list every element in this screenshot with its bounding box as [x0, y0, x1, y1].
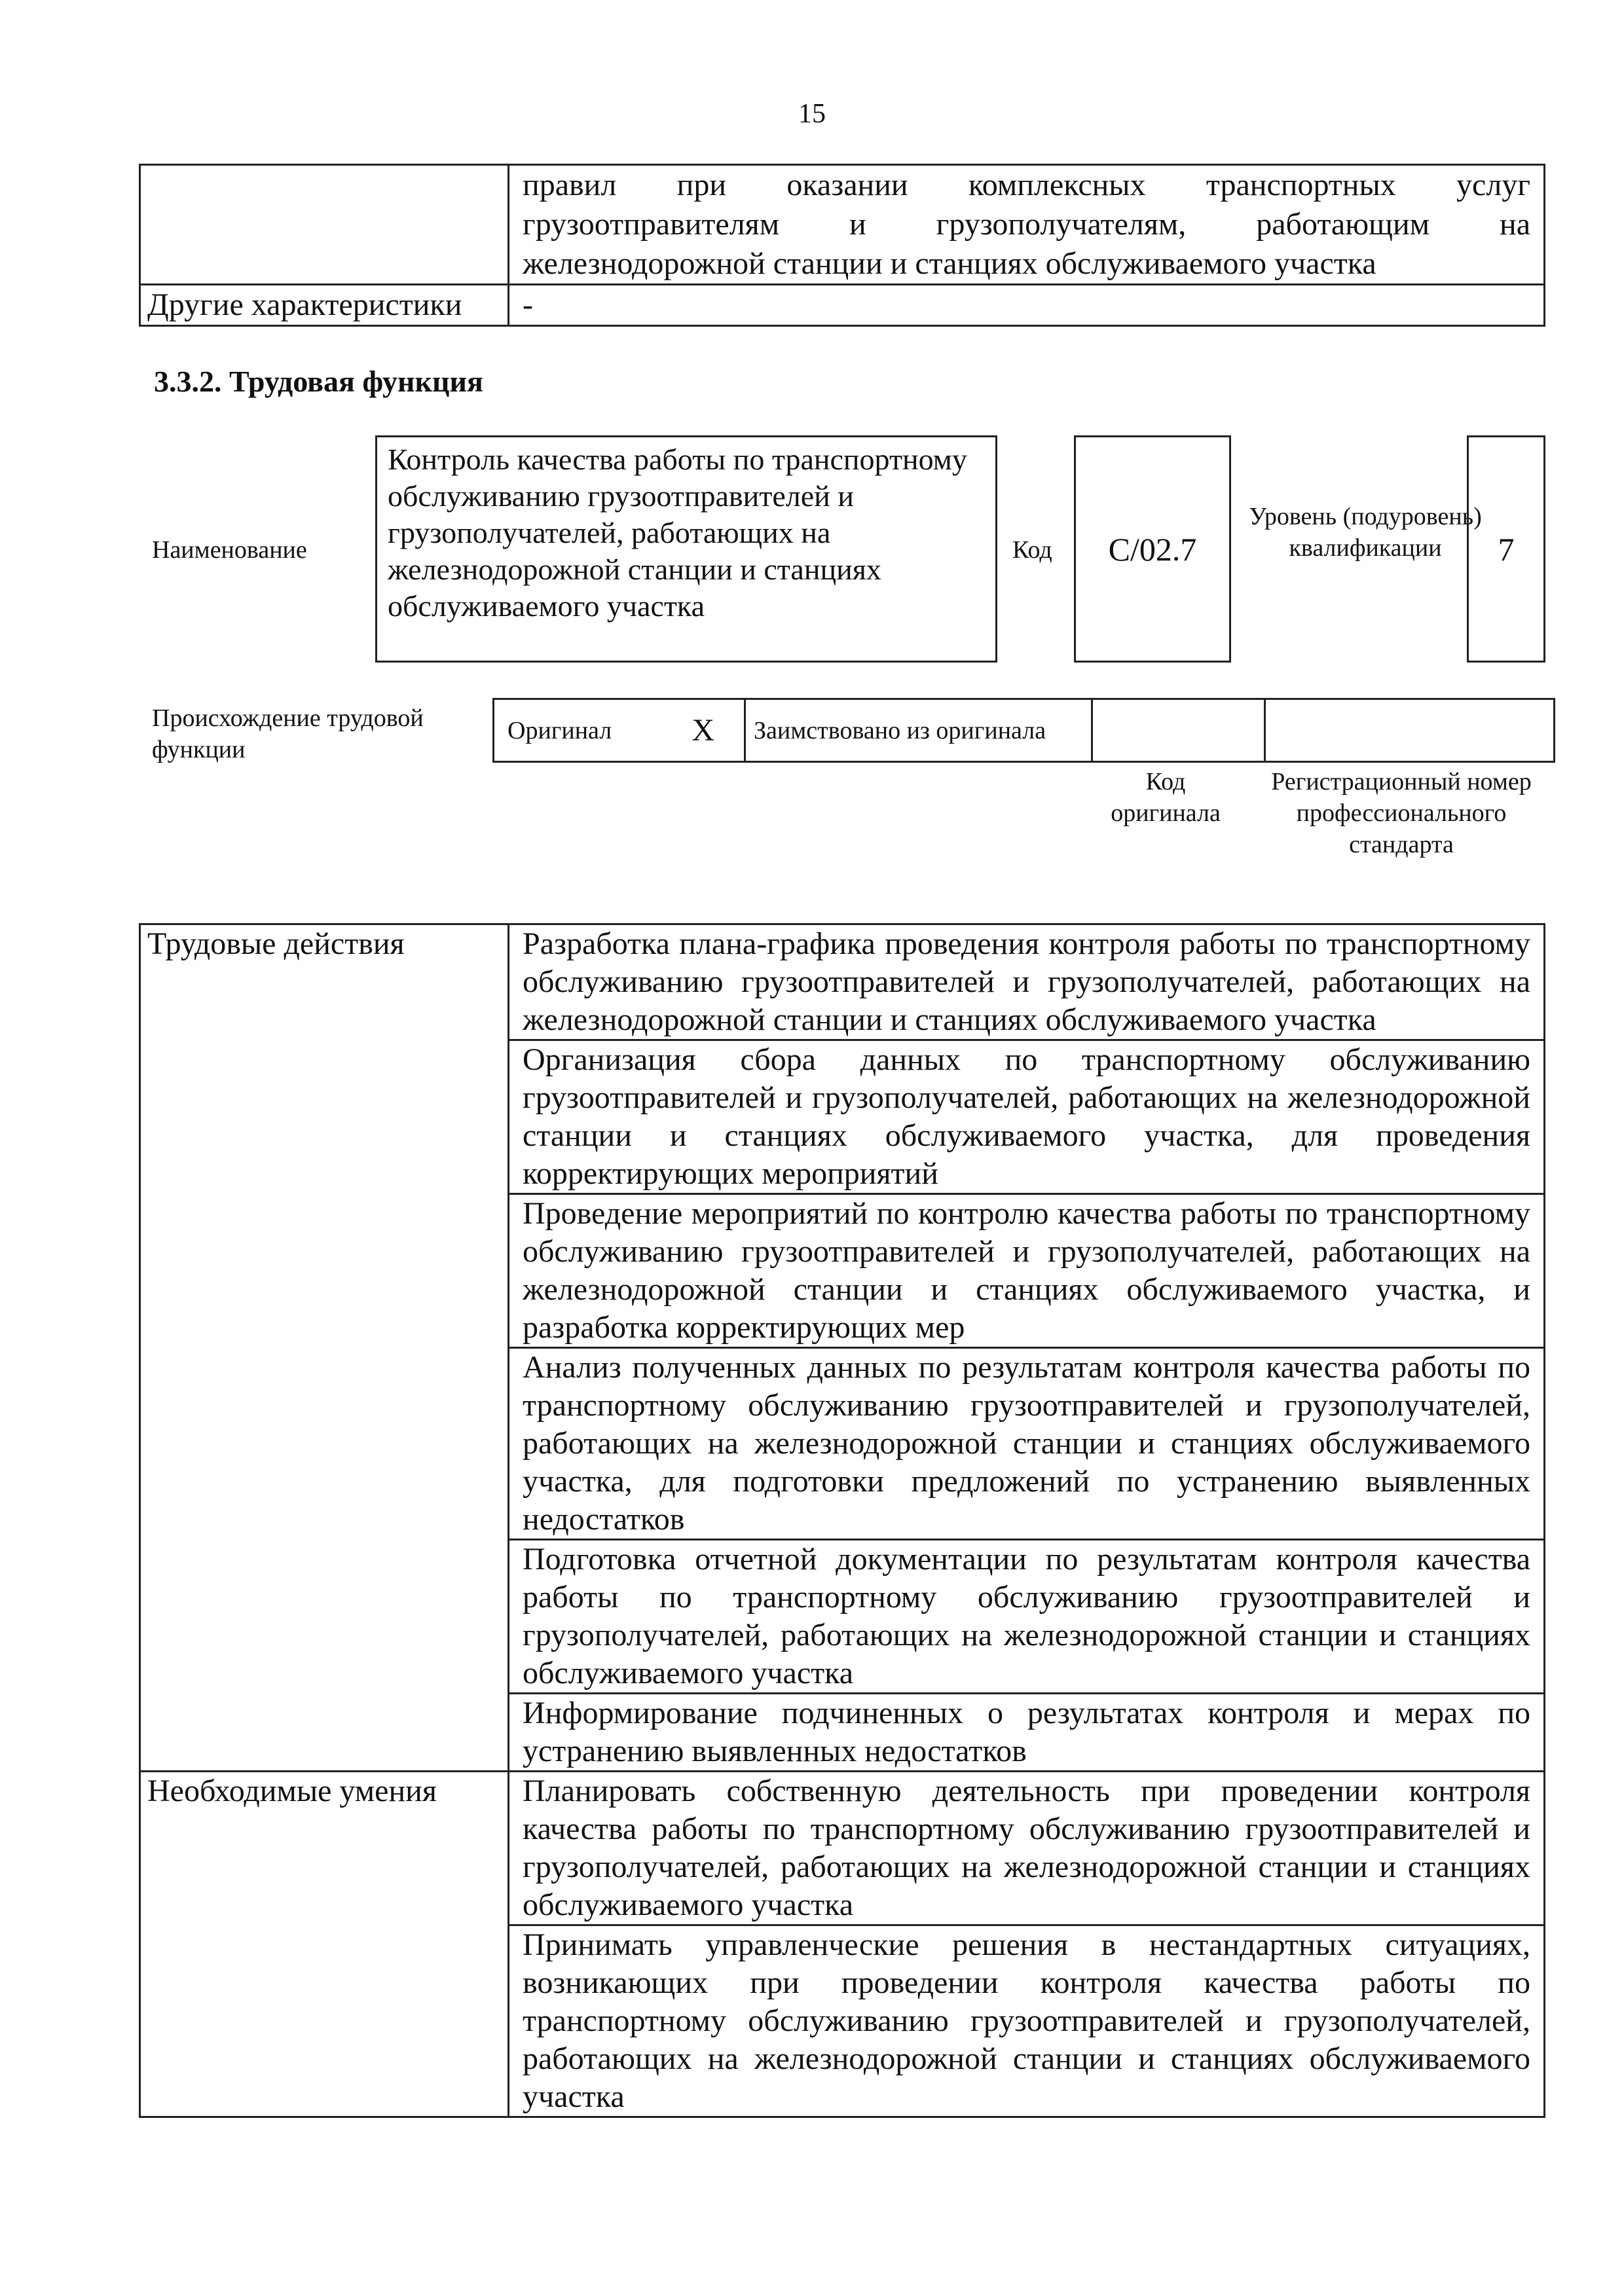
borrowed-label: Заимствовано из оригинала [745, 699, 1092, 762]
name-label: Наименование [152, 536, 307, 564]
code-original-label: Код оригинала [1111, 768, 1221, 827]
reg-number-cell [1265, 699, 1555, 762]
code-label: Код [1012, 536, 1052, 564]
table-row [140, 285, 1545, 326]
other-characteristics-label: Другие характеристики [140, 285, 509, 326]
page-number: 15 [798, 99, 826, 129]
continuation-cell: правил при оказании комплексных транспортных услуг грузоотправителям и грузополучателям, работающим на железнодорожной станции и станциях обслуживаемого участка [509, 165, 1545, 285]
original-mark: X [663, 699, 745, 762]
action-cell: Организация сбора данных по транспортному обслуживанию грузоотправителей и грузополучателей, работающих на железнодорожной станции и станциях обслуживаемого участка, для проведения корректирующих мероприятий [509, 1040, 1545, 1194]
other-characteristics-value: - [509, 285, 1545, 326]
empty-label-cell [140, 165, 509, 285]
level-box [1467, 435, 1545, 663]
characteristics-table [139, 164, 1545, 327]
original-label: Оригинал [494, 699, 663, 762]
reg-number-label: Регистрационный номер профессионального стандарта [1271, 768, 1532, 858]
function-name-box: Контроль качества работы по транспортному обслуживанию грузоотправителей и грузополучателей, работающих на железнодорожной станции и станциях обслуживаемого участка [375, 435, 997, 663]
level-label: Уровень (подуровень) квалификации [1249, 503, 1482, 562]
skills-label: Необходимые умения [140, 1772, 509, 2117]
table-row [140, 1772, 1545, 1925]
code-value: С/02.7 [1108, 530, 1197, 568]
table-row [494, 699, 1555, 762]
action-cell: Анализ полученных данных по результатам контроля качества работы по транспортному обслуживанию грузоотправителей и грузополучателей, работающих на железнодорожной станции и станциях обслуживаемого участка, для подготовки предложений по устранению выявленных недостатков [509, 1348, 1545, 1540]
action-cell: Проведение мероприятий по контролю качества работы по транспортному обслуживанию грузоотправителей и грузополучателей, работающих на железнодорожной станции и станциях обслуживаемого участка, и разработка корректирующих мер [509, 1194, 1545, 1348]
skill-cell: Принимать управленческие решения в нестандартных ситуациях, возникающих при проведении контроля качества работы по транспортному обслуживанию грузоотправителей и грузополучателей, работающих на железнодорожной станции и станциях обслуживаемого участка [509, 1925, 1545, 2117]
code-original-cell [1092, 699, 1265, 762]
actions-label: Трудовые действия [140, 924, 509, 1772]
action-cell: Подготовка отчетной документации по результатам контроля качества работы по транспортному обслуживанию грузоотправителей и грузополучателей, работающих на железнодорожной станции и станциях обслуживаемого участка [509, 1540, 1545, 1694]
skill-cell: Планировать собственную деятельность при проведении контроля качества работы по транспортному обслуживанию грузоотправителей и грузополучателей, работающих на железнодорожной станции и станциях обслуживаемого участка [509, 1772, 1545, 1925]
code-box [1074, 435, 1231, 663]
main-table [139, 923, 1545, 2118]
table-row [140, 165, 1545, 285]
origin-table [492, 698, 1555, 763]
section-title: 3.3.2. Трудовая функция [154, 365, 483, 398]
level-value: 7 [1498, 530, 1515, 568]
action-cell: Информирование подчиненных о результатах контроля и мерах по устранению выявленных недостатков [509, 1694, 1545, 1772]
table-row [140, 924, 1545, 1040]
action-cell: Разработка плана-графика проведения контроля работы по транспортному обслуживанию грузоотправителей и грузополучателей, работающих на железнодорожной станции и станциях обслуживаемого участка [509, 924, 1545, 1040]
origin-label: Происхождение трудовой функции [152, 704, 424, 763]
